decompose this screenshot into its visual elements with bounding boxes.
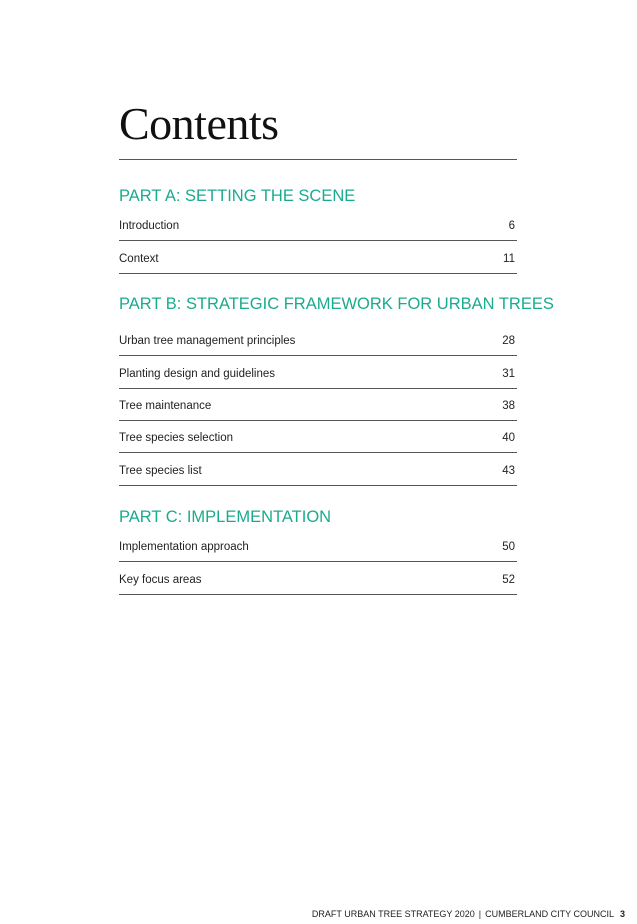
title-divider xyxy=(119,159,517,160)
toc-entry-key-focus-areas[interactable] xyxy=(119,572,517,595)
page-footer xyxy=(312,908,625,920)
toc-entry-label: Urban tree management principles xyxy=(119,335,296,347)
toc-entry-page-number: 52 xyxy=(502,574,515,586)
footer-document-title: DRAFT URBAN TREE STRATEGY 2020 xyxy=(311,909,475,919)
section-heading-part-a: PART A: SETTING THE SCENE xyxy=(119,187,356,205)
toc-entry-planting-design-and-guidelines[interactable] xyxy=(119,366,517,389)
footer-separator: | xyxy=(478,909,482,919)
toc-entry-page-number: 11 xyxy=(503,253,515,265)
section-heading-part-b: PART B: STRATEGIC FRAMEWORK FOR URBAN TREES xyxy=(119,295,554,313)
toc-entry-label: Tree species selection xyxy=(119,432,233,444)
footer-organisation: CUMBERLAND CITY COUNCIL xyxy=(485,909,614,919)
toc-entry-label: Introduction xyxy=(119,220,180,232)
toc-entry-label: Key focus areas xyxy=(119,574,202,586)
toc-entry-label: Planting design and guidelines xyxy=(119,368,276,380)
toc-entry-tree-species-selection[interactable] xyxy=(119,430,517,453)
toc-entry-page-number: 50 xyxy=(502,541,515,553)
toc-entry-label: Context xyxy=(119,253,159,265)
page-title: Contents xyxy=(119,98,279,149)
toc-entry-urban-tree-management-principles[interactable] xyxy=(119,333,517,356)
footer-page-number: 3 xyxy=(619,909,625,919)
toc-entry-label: Implementation approach xyxy=(119,541,249,553)
toc-entry-introduction[interactable] xyxy=(119,218,517,241)
toc-entry-page-number: 40 xyxy=(502,432,515,444)
toc-entry-page-number: 31 xyxy=(502,368,515,380)
toc-entry-page-number: 6 xyxy=(508,220,515,232)
toc-entry-tree-species-list[interactable] xyxy=(119,463,517,486)
toc-entry-label: Tree species list xyxy=(119,465,202,477)
toc-entry-implementation-approach[interactable] xyxy=(119,539,517,562)
toc-entry-page-number: 43 xyxy=(502,465,515,477)
toc-entry-page-number: 38 xyxy=(502,400,515,412)
toc-entry-label: Tree maintenance xyxy=(119,400,212,412)
toc-entry-context[interactable] xyxy=(119,251,517,274)
toc-entry-tree-maintenance[interactable] xyxy=(119,398,517,421)
toc-entry-page-number: 28 xyxy=(502,335,515,347)
section-heading-part-c: PART C: IMPLEMENTATION xyxy=(119,508,332,526)
